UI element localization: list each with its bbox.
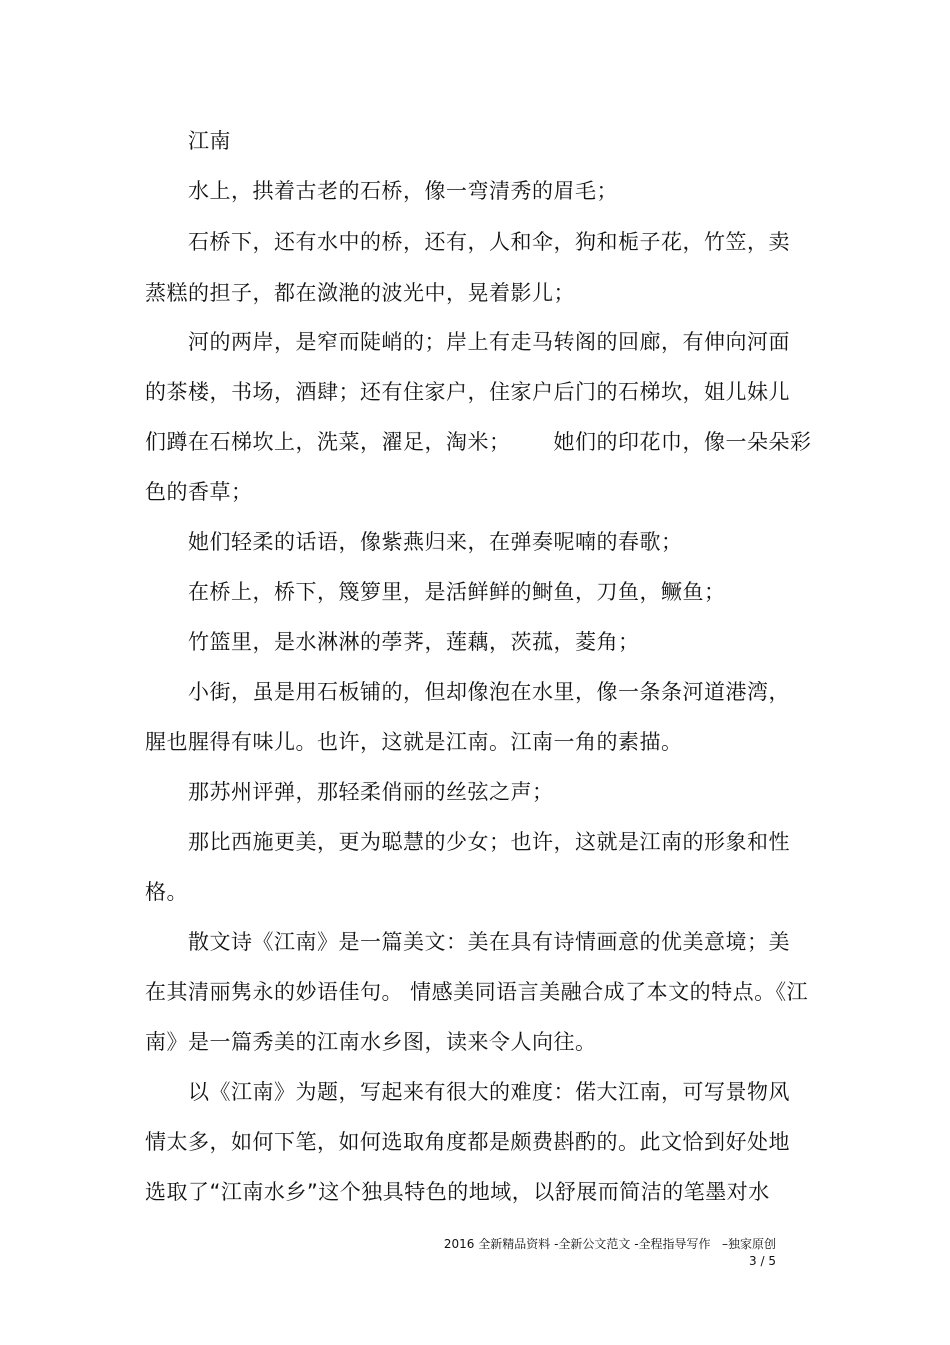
text-line: 那苏州评弹，那轻柔俏丽的丝弦之声； (188, 780, 554, 804)
page-number: 3 / 5 (749, 1254, 776, 1268)
text-line: 她们轻柔的话语，像紫燕归来，在弹奏呢喃的春歌； (188, 530, 683, 554)
text-line: 河的两岸，是窄而陡峭的；岸上有走马转阁的回廊，有伸向河面 (188, 330, 790, 354)
text-line: 水上，拱着古老的石桥，像一弯清秀的眉毛； (188, 179, 618, 203)
text-line: 腥也腥得有味儿。也许，这就是江南。江南一角的素描。 (145, 730, 683, 754)
text-line: 散文诗《江南》是一篇美文：美在具有诗情画意的优美意境；美 (188, 930, 790, 954)
text-line: 小街，虽是用石板铺的，但却像泡在水里，像一条条河道港湾， (188, 680, 790, 704)
text-line: 情太多，如何下笔，如何选取角度都是颇费斟酌的。此文恰到好处地 (145, 1130, 790, 1154)
text-line: 竹篮里，是水淋淋的荸荠，莲藕，茨菰，菱角； (188, 630, 640, 654)
title-line: 江南 (188, 129, 231, 153)
text-line: 的茶楼，书场，酒肆；还有住家户，住家户后门的石梯坎，姐儿妹儿 (145, 380, 790, 404)
text-line: 色的香草； (145, 480, 253, 504)
text-line: 格。 (145, 880, 188, 904)
footer-tagline: 2016 全新精品资料 -全新公文范文 -全程指导写作 –独家原创 (443, 1237, 776, 1251)
text-line: 蒸糕的担子，都在潋滟的波光中，晃着影儿； (145, 281, 575, 305)
text-line: 那比西施更美，更为聪慧的少女；也许，这就是江南的形象和性 (188, 830, 790, 854)
text-line: 南》是一篇秀美的江南水乡图，读来令人向往。 (145, 1030, 597, 1054)
text-line: 以《江南》为题，写起来有很大的难度：偌大江南，可写景物风 (188, 1080, 790, 1104)
text-line: 选取了“江南水乡”这个独具特色的地域，以舒展而简洁的笔墨对水 (145, 1180, 770, 1204)
text-line: 在其清丽隽永的妙语佳句。 情感美同语言美融合成了本文的特点。《江 (145, 980, 809, 1004)
text-line: 在桥上，桥下，篾箩里，是活鲜鲜的鲥鱼，刀鱼，鳜鱼； (188, 580, 726, 604)
text-line: 们蹲在石梯坎上，洗菜，濯足，淘米； 她们的印花巾，像一朵朵彩 (145, 430, 812, 454)
text-line: 石桥下，还有水中的桥，还有，人和伞，狗和栀子花，竹笠，卖 (188, 230, 790, 254)
